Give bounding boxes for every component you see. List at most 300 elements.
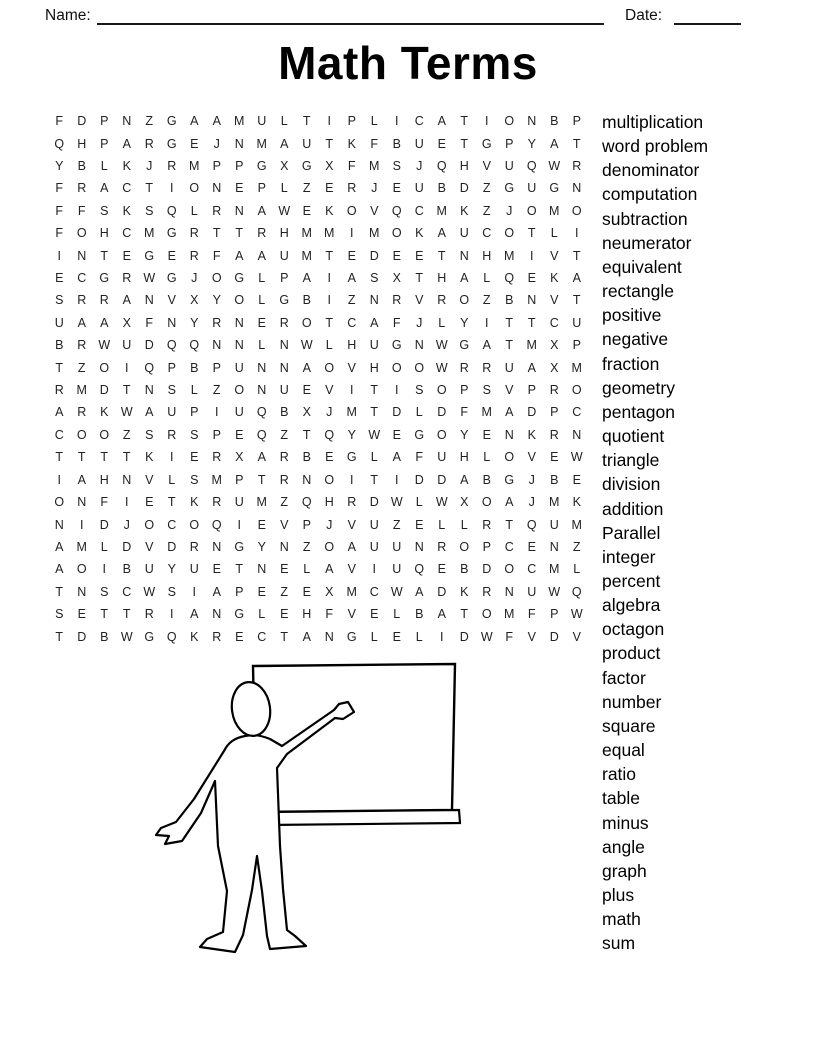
grid-letter: U (527, 181, 537, 196)
grid-letter: F (55, 114, 64, 129)
grid-letter: C (504, 539, 514, 554)
grid-letter: D (437, 472, 447, 487)
word-list-item: neumerator (602, 232, 692, 253)
grid-letter: C (527, 562, 537, 577)
grid-letter: G (234, 539, 245, 554)
grid-letter: T (325, 136, 334, 151)
grid-letter: E (527, 539, 536, 554)
grid-letter: U (392, 562, 402, 577)
word-list-item: division (602, 474, 661, 495)
grid-letter: F (77, 203, 86, 218)
grid-letter: T (505, 315, 514, 330)
grid-letter: Q (526, 517, 537, 532)
grid-letter: K (550, 271, 559, 286)
grid-letter: Q (144, 360, 155, 375)
word-list-item: triangle (602, 450, 660, 471)
grid-letter: U (459, 226, 469, 241)
grid-letter: V (370, 203, 379, 218)
grid-letter: L (168, 472, 176, 487)
grid-letter: A (437, 226, 446, 241)
grid-letter: Q (189, 338, 200, 353)
grid-letter: T (527, 226, 536, 241)
grid-letter: M (189, 159, 200, 174)
grid-letter: J (191, 271, 198, 286)
grid-letter: F (55, 181, 64, 196)
grid-letter: Q (301, 495, 312, 510)
grid-letter: A (257, 248, 266, 263)
grid-letter: A (325, 562, 334, 577)
grid-letter: Q (436, 159, 447, 174)
grid-letter: J (528, 495, 535, 510)
grid-letter: V (347, 517, 356, 532)
grid-letter: N (459, 248, 469, 263)
grid-letter: E (437, 136, 446, 151)
grid-letter: V (347, 562, 356, 577)
grid-letter: L (415, 495, 423, 510)
grid-letter: K (122, 159, 131, 174)
grid-letter: V (325, 383, 334, 398)
grid-letter: Q (504, 271, 515, 286)
grid-letter: N (504, 427, 514, 442)
grid-letter: N (527, 114, 537, 129)
grid-letter: B (55, 338, 64, 353)
grid-letter: T (302, 114, 311, 129)
grid-letter: P (235, 472, 244, 487)
grid-letter: E (257, 517, 266, 532)
grid-letter: A (122, 136, 131, 151)
grid-letter: K (572, 495, 581, 510)
grid-letter: C (257, 629, 267, 644)
grid-letter: M (256, 495, 267, 510)
grid-letter: V (280, 517, 289, 532)
grid-letter: E (55, 271, 64, 286)
grid-letter: N (369, 293, 379, 308)
grid-letter: T (235, 562, 244, 577)
grid-letter: O (54, 495, 65, 510)
grid-letter: S (370, 271, 379, 286)
grid-letter: H (369, 360, 379, 375)
grid-letter: A (437, 114, 446, 129)
grid-letter: M (481, 405, 492, 420)
grid-letter: I (125, 360, 129, 375)
grid-letter: G (256, 159, 267, 174)
grid-letter: Y (190, 315, 199, 330)
grid-letter: A (302, 360, 311, 375)
name-blank-line (97, 6, 604, 25)
grid-letter: Q (166, 629, 177, 644)
grid-letter: K (145, 450, 154, 465)
grid-letter: B (505, 293, 514, 308)
grid-letter: N (212, 607, 222, 622)
word-list-item: equal (602, 740, 645, 761)
grid-letter: R (77, 338, 87, 353)
grid-letter: T (55, 584, 64, 599)
grid-letter: T (527, 315, 536, 330)
grid-letter: N (257, 562, 267, 577)
grid-letter: L (370, 114, 378, 129)
grid-letter: K (460, 584, 469, 599)
grid-letter: G (346, 629, 357, 644)
grid-letter: E (392, 629, 401, 644)
grid-letter: I (57, 248, 61, 263)
grid-letter: X (325, 584, 334, 599)
grid-letter: S (145, 427, 154, 442)
grid-letter: J (416, 159, 423, 174)
grid-letter: N (144, 293, 154, 308)
grid-letter: U (279, 383, 289, 398)
grid-letter: R (437, 293, 447, 308)
grid-letter: X (235, 450, 244, 465)
grid-letter: T (325, 248, 334, 263)
grid-letter: L (280, 181, 288, 196)
grid-letter: A (190, 607, 199, 622)
grid-letter: G (346, 450, 357, 465)
grid-letter: E (190, 450, 199, 465)
grid-letter: M (76, 383, 87, 398)
grid-letter: X (302, 405, 311, 420)
grid-letter: S (415, 383, 424, 398)
grid-letter: Z (482, 293, 491, 308)
grid-letter: O (324, 360, 335, 375)
grid-letter: K (190, 629, 199, 644)
grid-letter: D (77, 629, 87, 644)
word-list-item: pentagon (602, 401, 675, 422)
word-list-item: integer (602, 546, 656, 567)
grid-letter: X (460, 495, 469, 510)
grid-letter: Q (166, 338, 177, 353)
grid-letter: I (485, 114, 489, 129)
grid-letter: Z (122, 427, 131, 442)
grid-letter: L (325, 338, 333, 353)
grid-letter: T (370, 383, 379, 398)
grid-letter: W (143, 271, 156, 286)
grid-letter: M (324, 226, 335, 241)
grid-letter: O (459, 539, 470, 554)
grid-letter: G (481, 136, 492, 151)
grid-letter: P (212, 159, 221, 174)
grid-letter: V (482, 159, 491, 174)
grid-letter: B (550, 114, 559, 129)
grid-letter: Y (212, 293, 221, 308)
grid-letter: D (99, 383, 109, 398)
grid-letter: A (347, 539, 356, 554)
grid-letter: T (100, 607, 109, 622)
grid-letter: B (122, 562, 131, 577)
grid-letter: H (77, 136, 87, 151)
grid-letter: G (166, 136, 177, 151)
grid-letter: I (192, 584, 196, 599)
grid-letter: D (369, 248, 379, 263)
grid-letter: T (302, 427, 311, 442)
grid-letter: E (415, 517, 424, 532)
grid-letter: D (482, 562, 492, 577)
grid-letter: L (258, 607, 266, 622)
grid-letter: T (370, 405, 379, 420)
grid-letter: R (167, 427, 177, 442)
grid-letter: I (102, 562, 106, 577)
grid-letter: E (437, 562, 446, 577)
grid-letter: R (212, 629, 222, 644)
grid-letter: O (189, 181, 200, 196)
grid-letter: S (145, 203, 154, 218)
grid-letter: E (550, 450, 559, 465)
date-blank-line (674, 6, 741, 25)
grid-letter: I (237, 517, 241, 532)
grid-letter: U (302, 136, 312, 151)
grid-letter: D (527, 405, 537, 420)
grid-letter: O (234, 293, 245, 308)
grid-letter: O (76, 562, 87, 577)
grid-letter: V (550, 293, 559, 308)
grid-letter: B (550, 472, 559, 487)
grid-letter: X (392, 271, 401, 286)
grid-letter: L (258, 271, 266, 286)
grid-letter: E (235, 181, 244, 196)
grid-letter: T (167, 495, 176, 510)
grid-letter: C (369, 584, 379, 599)
grid-letter: N (77, 495, 87, 510)
grid-letter: Q (256, 405, 267, 420)
grid-letter: P (280, 271, 289, 286)
grid-letter: L (370, 450, 378, 465)
grid-letter: H (99, 226, 109, 241)
grid-letter: J (123, 517, 130, 532)
grid-letter: M (549, 203, 560, 218)
grid-letter: R (212, 315, 222, 330)
grid-letter: U (369, 539, 379, 554)
grid-letter: I (530, 248, 534, 263)
grid-letter: N (234, 136, 244, 151)
grid-letter: V (527, 629, 536, 644)
grid-letter: A (280, 136, 289, 151)
grid-letter: H (347, 338, 357, 353)
grid-letter: U (414, 136, 424, 151)
grid-letter: W (120, 405, 133, 420)
grid-letter: Z (145, 114, 154, 129)
grid-letter: M (234, 114, 245, 129)
grid-letter: D (167, 539, 177, 554)
grid-letter: G (166, 271, 177, 286)
grid-letter: A (77, 472, 86, 487)
grid-letter: U (257, 114, 267, 129)
grid-letter: O (504, 114, 515, 129)
grid-letter: B (77, 159, 86, 174)
grid-letter: O (504, 450, 515, 465)
grid-letter: Z (212, 383, 221, 398)
grid-letter: G (234, 271, 245, 286)
word-search-grid (48, 110, 588, 648)
grid-letter: K (122, 203, 131, 218)
grid-letter: U (279, 248, 289, 263)
grid-letter: A (482, 338, 491, 353)
grid-letter: X (190, 293, 199, 308)
grid-letter: A (415, 584, 424, 599)
grid-letter: N (212, 539, 222, 554)
grid-letter: T (77, 450, 86, 465)
grid-letter: I (395, 383, 399, 398)
grid-letter: O (324, 472, 335, 487)
grid-letter: S (100, 584, 109, 599)
grid-letter: B (100, 629, 109, 644)
grid-letter: E (257, 584, 266, 599)
grid-letter: T (145, 181, 154, 196)
grid-letter: O (504, 226, 515, 241)
grid-letter: B (302, 293, 311, 308)
grid-letter: T (122, 450, 131, 465)
grid-letter: O (99, 360, 110, 375)
grid-letter: I (395, 472, 399, 487)
word-list-item: positive (602, 305, 662, 326)
grid-letter: U (122, 338, 132, 353)
word-list (602, 110, 708, 955)
grid-letter: M (504, 248, 515, 263)
grid-letter: M (346, 584, 357, 599)
grid-letter: O (571, 383, 582, 398)
grid-letter: R (392, 293, 402, 308)
grid-letter: N (324, 629, 334, 644)
grid-letter: Y (460, 315, 469, 330)
grid-letter: H (279, 226, 289, 241)
grid-letter: N (572, 181, 582, 196)
grid-letter: K (190, 495, 199, 510)
grid-letter: L (550, 226, 558, 241)
grid-letter: I (57, 472, 61, 487)
grid-letter: I (80, 517, 84, 532)
grid-letter: F (505, 629, 514, 644)
grid-letter: R (279, 315, 289, 330)
grid-letter: B (415, 607, 424, 622)
word-list-item: quotient (602, 426, 665, 447)
grid-letter: A (505, 495, 514, 510)
grid-letter: O (99, 427, 110, 442)
grid-letter: E (190, 136, 199, 151)
grid-letter: T (280, 629, 289, 644)
grid-letter: O (76, 226, 87, 241)
grid-letter: R (459, 360, 469, 375)
grid-letter: W (435, 495, 448, 510)
grid-letter: O (436, 383, 447, 398)
grid-letter: U (572, 315, 582, 330)
grid-letter: E (527, 271, 536, 286)
grid-letter: F (460, 405, 469, 420)
grid-letter: H (459, 450, 469, 465)
grid-letter: E (302, 584, 311, 599)
grid-letter: E (77, 607, 86, 622)
grid-letter: G (99, 271, 110, 286)
word-list-item: angle (602, 836, 645, 857)
grid-letter: C (122, 226, 132, 241)
grid-letter: U (234, 495, 244, 510)
grid-letter: E (325, 181, 334, 196)
grid-letter: O (189, 517, 200, 532)
grid-letter: E (392, 248, 401, 263)
grid-letter: D (437, 584, 447, 599)
grid-letter: I (170, 607, 174, 622)
word-list-item: number (602, 691, 662, 712)
grid-letter: N (144, 383, 154, 398)
grid-letter: D (144, 338, 154, 353)
grid-letter: D (99, 517, 109, 532)
grid-letter: A (212, 114, 221, 129)
grid-letter: B (437, 181, 446, 196)
grid-letter: D (459, 181, 469, 196)
grid-letter: G (166, 114, 177, 129)
grid-letter: I (372, 562, 376, 577)
grid-letter: R (279, 450, 289, 465)
grid-letter: L (258, 293, 266, 308)
grid-letter: O (414, 360, 425, 375)
grid-letter: R (212, 450, 222, 465)
grid-letter: U (234, 405, 244, 420)
word-list-item: factor (602, 667, 646, 688)
grid-letter: T (235, 226, 244, 241)
grid-letter: I (575, 226, 579, 241)
chalk-tray-icon (268, 810, 460, 825)
word-list-item: denominator (602, 160, 700, 181)
grid-letter: J (213, 136, 220, 151)
blackboard-icon (253, 664, 455, 812)
grid-letter: X (550, 360, 559, 375)
grid-letter: R (77, 405, 87, 420)
grid-letter: L (370, 629, 378, 644)
grid-letter: F (100, 495, 109, 510)
grid-letter: W (435, 338, 448, 353)
grid-letter: Q (211, 517, 222, 532)
grid-letter: J (506, 203, 513, 218)
grid-letter: G (459, 338, 470, 353)
grid-letter: T (415, 271, 424, 286)
grid-letter: A (122, 293, 131, 308)
grid-letter: R (437, 539, 447, 554)
grid-letter: V (145, 472, 154, 487)
grid-letter: V (415, 293, 424, 308)
grid-letter: D (122, 539, 132, 554)
grid-letter: L (190, 383, 198, 398)
grid-letter: Q (414, 562, 425, 577)
grid-letter: K (460, 203, 469, 218)
word-list-item: sum (602, 933, 636, 954)
grid-letter: E (302, 383, 311, 398)
grid-letter: D (549, 629, 559, 644)
grid-letter: P (100, 136, 109, 151)
grid-letter: O (459, 293, 470, 308)
grid-letter: Z (482, 181, 491, 196)
grid-letter: O (481, 607, 492, 622)
grid-letter: V (167, 293, 176, 308)
grid-letter: Y (257, 539, 266, 554)
grid-letter: C (347, 315, 357, 330)
grid-letter: S (167, 383, 176, 398)
grid-letter: J (326, 517, 333, 532)
grid-letter: S (55, 293, 64, 308)
word-list-item: minus (602, 812, 649, 833)
grid-letter: I (440, 629, 444, 644)
grid-letter: N (279, 539, 289, 554)
grid-letter: F (370, 136, 379, 151)
grid-letter: N (414, 539, 424, 554)
word-list-item: negative (602, 329, 669, 350)
grid-letter: M (301, 248, 312, 263)
grid-letter: G (414, 427, 425, 442)
grid-letter: P (550, 405, 559, 420)
grid-letter: L (438, 315, 446, 330)
grid-letter: O (571, 203, 582, 218)
grid-letter: K (347, 136, 356, 151)
grid-letter: R (279, 472, 289, 487)
grid-letter: L (483, 271, 491, 286)
word-list-item: product (602, 643, 661, 664)
word-list-item: algebra (602, 595, 661, 616)
